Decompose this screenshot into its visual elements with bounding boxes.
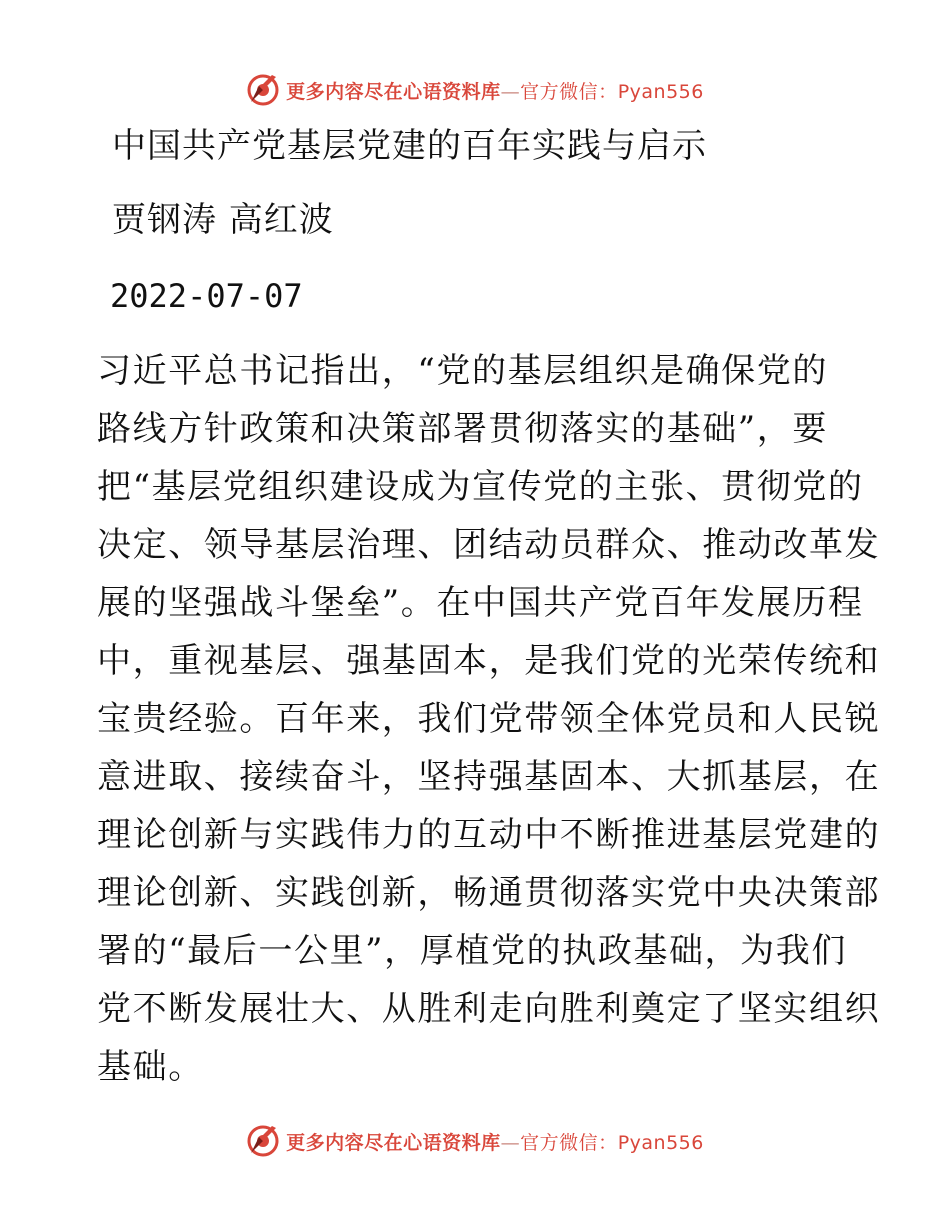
body-line: 基础。 (97, 1047, 204, 1087)
body-line: 展的坚强战斗堡垒”。在中国共产党百年发展历程 (97, 583, 864, 623)
watermark-text (286, 77, 704, 104)
watermark-brand: 更多内容尽在心语资料库 (286, 80, 501, 103)
watermark-separator: — (500, 80, 521, 103)
body-line: 路线方针政策和决策部署贯彻落实的基础”，要 (97, 409, 828, 449)
article-date: 2022-07-07 (110, 277, 303, 315)
body-line: 把“基层党组织建设成为宣传党的主张、贯彻党的 (97, 467, 864, 507)
body-line: 宝贵经验。百年来，我们党带领全体党员和人民锐 (97, 699, 881, 739)
watermark-wechat-id: Pyan556 (617, 80, 704, 103)
body-line: 署的“最后一公里”，厚植党的执政基础，为我们 (97, 931, 847, 971)
body-line: 决定、领导基层治理、团结动员群众、推动改革发 (97, 525, 881, 565)
body-line: 意进取、接续奋斗，坚持强基固本、大抓基层，在 (97, 757, 881, 797)
watermark-official-label: 官方微信： (520, 1131, 618, 1154)
body-line: 理论创新与实践伟力的互动中不断推进基层党建的 (97, 815, 881, 855)
pen-logo-icon (246, 1124, 280, 1158)
article-title: 中国共产党基层党建的百年实践与启示 (112, 126, 707, 166)
article-body (97, 342, 881, 1096)
watermark-wechat-id: Pyan556 (617, 1131, 704, 1154)
body-line: 理论创新、实践创新，畅通贯彻落实党中央决策部 (97, 873, 881, 913)
article-authors: 贾钢涛 高红波 (112, 200, 334, 240)
watermark-official-label: 官方微信： (520, 80, 618, 103)
watermark-brand: 更多内容尽在心语资料库 (286, 1131, 501, 1154)
body-line: 习近平总书记指出，“党的基层组织是确保党的 (97, 351, 828, 391)
watermark-text (286, 1128, 704, 1155)
body-line: 中，重视基层、强基固本，是我们党的光荣传统和 (97, 641, 881, 681)
pen-logo-icon (246, 73, 280, 107)
body-line: 党不断发展壮大、从胜利走向胜利奠定了坚实组织 (97, 989, 881, 1029)
watermark-separator: — (500, 1131, 521, 1154)
watermark-header (0, 70, 950, 110)
watermark-footer (0, 1121, 950, 1161)
